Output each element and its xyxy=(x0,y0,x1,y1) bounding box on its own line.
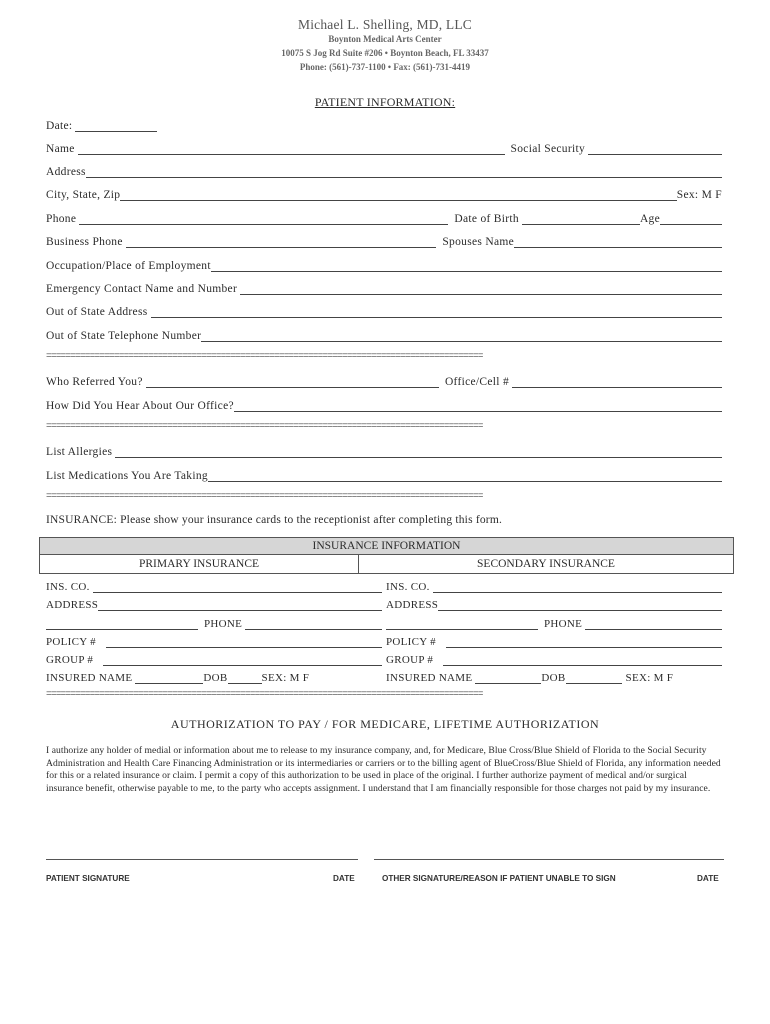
primary-group-label: GROUP # xyxy=(46,654,94,666)
insurance-note: INSURANCE: Please show your insurance cards to the receptionist after completing this form. xyxy=(46,514,503,526)
primary-insured-row xyxy=(46,671,366,684)
primary-group-row xyxy=(46,653,382,666)
allergies-row xyxy=(46,443,722,458)
primary-policy-label: POLICY # xyxy=(46,636,96,648)
primary-policy-row xyxy=(46,635,382,648)
address-row xyxy=(46,163,722,178)
secondary-phone-field[interactable] xyxy=(585,618,722,630)
phone-field[interactable] xyxy=(79,213,448,225)
business-phone-label: Business Phone xyxy=(46,236,123,248)
oos-address-field[interactable] xyxy=(151,306,722,318)
authorization-title: AUTHORIZATION TO PAY / FOR MEDICARE, LIFETIME AUTHORIZATION xyxy=(170,717,600,731)
oos-phone-row xyxy=(46,327,722,342)
primary-address-label: ADDRESS xyxy=(46,599,99,611)
insurance-header: INSURANCE INFORMATION xyxy=(40,538,733,555)
primary-ins-co-label: INS. CO. xyxy=(46,581,90,593)
city-field[interactable] xyxy=(120,189,676,201)
secondary-ins-co-field[interactable] xyxy=(433,581,722,593)
age-field[interactable] xyxy=(660,213,722,225)
emergency-field[interactable] xyxy=(240,283,722,295)
secondary-address-label: ADDRESS xyxy=(386,599,439,611)
secondary-dob-label: DOB xyxy=(541,672,566,684)
oos-phone-label: Out of State Telephone Number xyxy=(46,330,202,342)
other-signature-line[interactable] xyxy=(374,859,724,860)
secondary-phone-row xyxy=(386,617,722,630)
dob-field[interactable] xyxy=(522,213,640,225)
emergency-row xyxy=(46,280,722,295)
ssn-field[interactable] xyxy=(588,143,722,155)
medications-row xyxy=(46,467,722,482)
referred-field[interactable] xyxy=(146,376,439,388)
primary-policy-field[interactable] xyxy=(106,636,382,648)
phone-row xyxy=(46,210,722,225)
primary-ins-co-row xyxy=(46,580,382,593)
primary-phone-label: PHONE xyxy=(204,618,243,630)
referred-row xyxy=(46,373,722,388)
secondary-ins-co-label: INS. CO. xyxy=(386,581,430,593)
separator: ========================================================================================== xyxy=(46,688,483,699)
primary-ins-co-field[interactable] xyxy=(93,581,382,593)
primary-dob-label: DOB xyxy=(203,672,228,684)
city-label: City, State, Zip xyxy=(46,189,121,201)
primary-address-row xyxy=(46,598,382,611)
secondary-policy-label: POLICY # xyxy=(386,636,436,648)
office-cell-label: Office/Cell # xyxy=(444,376,509,388)
name-label: Name xyxy=(46,143,75,155)
secondary-sex-label[interactable]: SEX: M F xyxy=(625,672,674,684)
other-signature-label: OTHER SIGNATURE/REASON IF PATIENT UNABLE TO SIGN xyxy=(382,874,616,883)
business-phone-field[interactable] xyxy=(126,236,437,248)
secondary-policy-field[interactable] xyxy=(446,636,722,648)
secondary-dob-field[interactable] xyxy=(566,672,622,684)
primary-line-field[interactable] xyxy=(46,618,198,630)
date-label: Date: xyxy=(46,120,73,132)
hear-label: How Did You Hear About Our Office? xyxy=(46,400,234,412)
primary-insured-label: INSURED NAME xyxy=(46,672,133,684)
secondary-ins-co-row xyxy=(386,580,722,593)
hear-field[interactable] xyxy=(234,400,722,412)
primary-dob-field[interactable] xyxy=(228,672,262,684)
secondary-line-field[interactable] xyxy=(386,618,538,630)
emergency-label: Emergency Contact Name and Number xyxy=(46,283,238,295)
patient-date-label: DATE xyxy=(333,874,355,883)
practice-address: 10075 S Jog Rd Suite #206 • Boynton Beach, FL 33437 xyxy=(281,48,489,58)
business-phone-row xyxy=(46,233,722,248)
authorization-text: I authorize any holder of medial or information about me to release to my insurance company, and, for Medicare, Blue Cross/Blue Shield of Florida to the Social Security Administration and Health Care Financing Administration or its intermediaries or carriers or to the billing agent of BlueCross/Blue Shield of Florida, any information needed for this or a related insurance or claim. I permit a copy of this authorization to be used in place of the original. I further authorize payment of medical and/or surgical insurance benefit, otherwise payable to me, to the party who accepts assignment. I understand that I am financially responsible for those charges not paid by my insurance. xyxy=(46,745,721,795)
insurance-table xyxy=(39,537,734,574)
separator: ========================================================================================== xyxy=(46,350,483,361)
phone-label: Phone xyxy=(46,213,77,225)
patient-signature-line[interactable] xyxy=(46,859,358,860)
other-date-label: DATE xyxy=(697,874,719,883)
address-field[interactable] xyxy=(86,166,722,178)
allergies-field[interactable] xyxy=(115,446,722,458)
page-title: PATIENT INFORMATION: xyxy=(314,95,456,109)
spouse-field[interactable] xyxy=(514,236,722,248)
oos-phone-field[interactable] xyxy=(201,330,722,342)
secondary-address-field[interactable] xyxy=(438,599,722,611)
occupation-field[interactable] xyxy=(211,260,722,272)
sex-label[interactable]: Sex: M F xyxy=(676,189,722,201)
primary-phone-field[interactable] xyxy=(245,618,382,630)
medications-label: List Medications You Are Taking xyxy=(46,470,208,482)
name-row xyxy=(46,140,722,155)
medications-field[interactable] xyxy=(208,470,722,482)
secondary-policy-row xyxy=(386,635,722,648)
primary-phone-row xyxy=(46,617,382,630)
secondary-insured-row xyxy=(386,671,724,684)
secondary-insurance-heading: SECONDARY INSURANCE xyxy=(477,558,615,570)
referred-label: Who Referred You? xyxy=(46,376,143,388)
center-name: Boynton Medical Arts Center xyxy=(328,34,442,44)
primary-insured-field[interactable] xyxy=(135,672,203,684)
address-label: Address xyxy=(46,166,86,178)
allergies-label: List Allergies xyxy=(46,446,113,458)
patient-signature-label: PATIENT SIGNATURE xyxy=(46,874,130,883)
secondary-insured-field[interactable] xyxy=(475,672,541,684)
city-row xyxy=(46,186,722,201)
hear-row xyxy=(46,397,722,412)
name-field[interactable] xyxy=(78,143,505,155)
primary-insurance-heading: PRIMARY INSURANCE xyxy=(40,555,359,573)
secondary-phone-label: PHONE xyxy=(544,618,583,630)
separator: ========================================================================================== xyxy=(46,420,483,431)
secondary-address-row xyxy=(386,598,722,611)
oos-address-label: Out of State Address xyxy=(46,306,148,318)
practice-phone: Phone: (561)-737-1100 • Fax: (561)-731-4419 xyxy=(299,62,471,72)
spouse-label: Spouses Name xyxy=(442,236,514,248)
dob-label: Date of Birth xyxy=(454,213,519,225)
secondary-insured-label: INSURED NAME xyxy=(386,672,473,684)
secondary-group-label: GROUP # xyxy=(386,654,434,666)
secondary-group-row xyxy=(386,653,722,666)
secondary-group-field[interactable] xyxy=(443,654,722,666)
date-field[interactable] xyxy=(75,120,157,132)
practice-name: Michael L. Shelling, MD, LLC xyxy=(298,17,472,32)
separator: ========================================================================================== xyxy=(46,490,483,501)
age-label: Age xyxy=(639,213,660,225)
oos-address-row xyxy=(46,303,722,318)
primary-group-field[interactable] xyxy=(103,654,382,666)
occupation-row xyxy=(46,257,722,272)
primary-address-field[interactable] xyxy=(98,599,382,611)
date-row xyxy=(46,117,722,132)
primary-sex-label[interactable]: SEX: M F xyxy=(261,672,310,684)
occupation-label: Occupation/Place of Employment xyxy=(46,260,211,272)
office-cell-field[interactable] xyxy=(512,376,722,388)
ssn-label: Social Security xyxy=(510,143,585,155)
